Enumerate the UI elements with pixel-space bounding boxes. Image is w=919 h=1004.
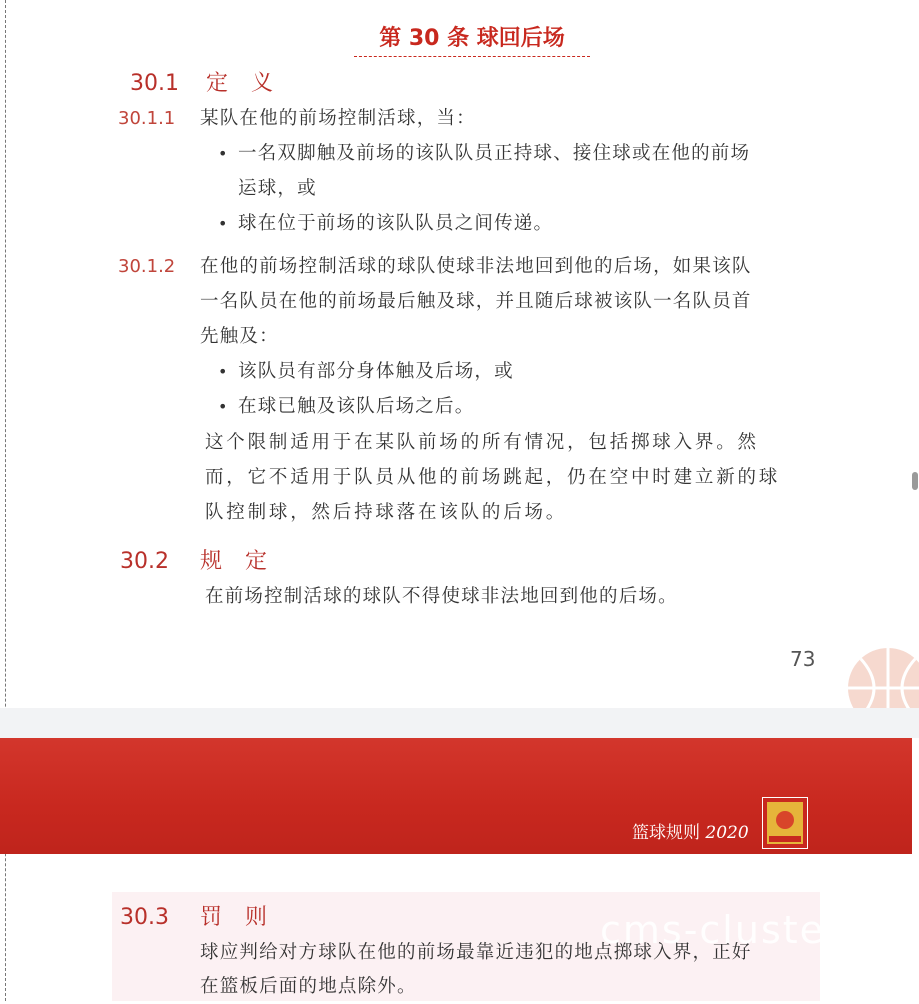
note-line: 这个限制适用于在某队前场的所有情况，包括掷球入界。然 xyxy=(205,432,759,453)
bullet-dot-icon: • xyxy=(218,397,229,416)
section-number: 30.2 xyxy=(120,549,169,574)
watermark: cms-cluste xyxy=(600,908,826,952)
section-title: 罚 则 xyxy=(200,905,275,930)
subsection-number: 30.1.1 xyxy=(118,108,176,129)
article-title: 第 30 条 球回后场 xyxy=(354,24,590,57)
paragraph-line: 球应判给对方球队在他的前场最靠近违犯的地点掷球入界，正好 xyxy=(200,942,752,963)
list-item-continuation: 运球，或 xyxy=(238,178,317,199)
paragraph-line: 在他的前场控制活球的球队使球非法地回到他的后场，如果该队 xyxy=(200,256,752,277)
list-item: • 该队员有部分身体触及后场，或 xyxy=(238,354,514,389)
paragraph-line: 在篮板后面的地点除外。 xyxy=(200,976,417,997)
bullet-dot-icon: • xyxy=(218,362,229,381)
section-number: 30.3 xyxy=(120,905,169,930)
subsection-text: 某队在他的前场控制活球，当： xyxy=(200,108,476,129)
paragraph-line: 先触及： xyxy=(200,326,279,347)
page-gap xyxy=(0,708,919,738)
scrollbar-thumb[interactable] xyxy=(912,472,918,490)
bullet-dot-icon: • xyxy=(218,214,229,233)
page-number: 73 xyxy=(790,647,816,671)
section-title: 定 义 xyxy=(206,71,281,96)
list-item: • 一名双脚触及前场的该队队员正持球、接住球或在他的前场 xyxy=(238,136,750,171)
fiba-emblem-icon xyxy=(762,797,808,849)
subsection-number: 30.1.2 xyxy=(118,256,176,277)
paragraph-line: 一名队员在他的前场最后触及球，并且随后球被该队一名队员首 xyxy=(200,291,752,312)
note-line: 队控制球，然后持球落在该队的后场。 xyxy=(205,502,568,523)
note-line: 而，它不适用于队员从他的前场跳起，仍在空中时建立新的球 xyxy=(205,467,781,488)
list-item: • 在球已触及该队后场之后。 xyxy=(238,389,474,424)
section-title: 规 定 xyxy=(200,549,275,574)
bullet-dot-icon: • xyxy=(218,144,229,163)
book-title: 篮球规则 2020 xyxy=(632,823,749,843)
list-item: • 球在位于前场的该队队员之间传递。 xyxy=(238,206,553,241)
section-text: 在前场控制活球的球队不得使球非法地回到他的后场。 xyxy=(205,586,678,607)
section-number: 30.1 xyxy=(130,71,179,96)
